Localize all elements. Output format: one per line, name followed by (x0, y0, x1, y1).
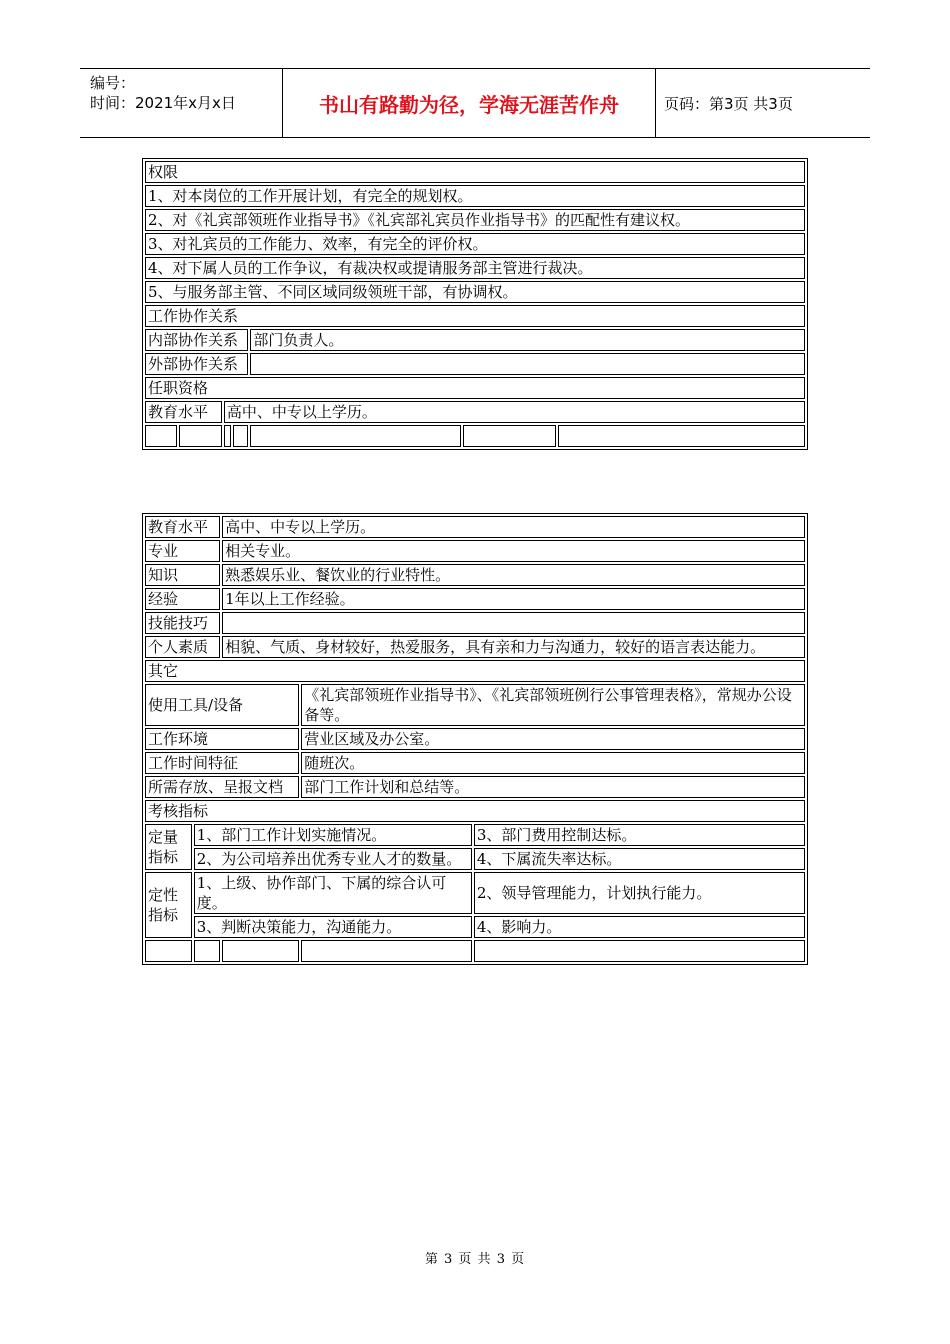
page-footer: 第 3 页 共 3 页 (424, 1252, 526, 1267)
header-motto: 书山有路勤为径，学海无涯苦作舟 (282, 69, 656, 137)
empty-row (145, 425, 805, 447)
page-header (80, 68, 870, 138)
empty-cell (222, 940, 299, 962)
knowledge-label: 知识 (145, 564, 220, 586)
knowledge-value: 熟悉娱乐业、餐饮业的行业特性。 (222, 564, 805, 586)
qualification-title: 任职资格 (145, 377, 805, 399)
major-label: 专业 (145, 540, 220, 562)
kpi-title: 考核指标 (145, 800, 805, 822)
empty-cell (224, 425, 231, 447)
empty-cell (558, 425, 805, 447)
major-value: 相关专业。 (222, 540, 805, 562)
experience-value: 1年以上工作经验。 (222, 588, 805, 610)
empty-cell (233, 425, 248, 447)
authority-item: 4、对下属人员的工作争议，有裁决权或提请服务部主管进行裁决。 (145, 257, 805, 279)
authority-title: 权限 (145, 161, 805, 183)
education-label: 教育水平 (145, 401, 222, 423)
authority-item: 2、对《礼宾部领班作业指导书》《礼宾部礼宾员作业指导书》的匹配性有建议权。 (145, 209, 805, 231)
quality-value: 相貌、气质、身材较好，热爱服务，具有亲和力与沟通力，较好的语言表达能力。 (222, 636, 805, 658)
skills-value (222, 612, 805, 634)
tools-value: 《礼宾部领班作业指导书》、《礼宾部领班例行公事管理表格》，常规办公设备等。 (301, 684, 805, 726)
empty-cell (250, 425, 460, 447)
authority-item: 1、对本岗位的工作开展计划，有完全的规划权。 (145, 185, 805, 207)
cooperation-title: 工作协作关系 (145, 305, 805, 327)
header-page-info: 页码：第3页 共3页 (664, 95, 793, 113)
external-coop-value (250, 353, 805, 375)
skills-label: 技能技巧 (145, 612, 220, 634)
quantitative-label: 定量指标 (145, 824, 192, 870)
quantitative-item: 2、为公司培养出优秀专业人才的数量。 (194, 848, 472, 870)
empty-cell (474, 940, 805, 962)
education-value: 高中、中专以上学历。 (222, 516, 805, 538)
documents-value: 部门工作计划和总结等。 (301, 776, 805, 798)
quantitative-item: 1、部门工作计划实施情况。 (194, 824, 472, 846)
tools-label: 使用工具/设备 (145, 684, 299, 726)
qualitative-item: 3、判断决策能力，沟通能力。 (194, 916, 472, 938)
empty-row (145, 940, 805, 962)
quantitative-item: 3、部门费用控制达标。 (474, 824, 805, 846)
qualitative-item: 1、上级、协作部门、下属的综合认可度。 (194, 872, 472, 914)
empty-cell (301, 940, 472, 962)
quality-label: 个人素质 (145, 636, 220, 658)
authority-item: 5、与服务部主管、不同区域同级领班干部，有协调权。 (145, 281, 805, 303)
quantitative-item: 4、下属流失率达标。 (474, 848, 805, 870)
authority-table (142, 158, 808, 450)
other-title: 其它 (145, 660, 805, 682)
work-time-value: 随班次。 (301, 752, 805, 774)
empty-cell (463, 425, 556, 447)
empty-cell (179, 425, 222, 447)
internal-coop-value: 部门负责人。 (250, 329, 805, 351)
environment-label: 工作环境 (145, 728, 299, 750)
internal-coop-label: 内部协作关系 (145, 329, 248, 351)
empty-cell (145, 425, 177, 447)
education-value: 高中、中专以上学历。 (224, 401, 805, 423)
qualitative-item: 2、领导管理能力，计划执行能力。 (474, 872, 805, 914)
qualitative-label: 定性指标 (145, 872, 192, 938)
experience-label: 经验 (145, 588, 220, 610)
education-label: 教育水平 (145, 516, 220, 538)
qualification-table (142, 513, 808, 965)
doc-number-label: 编号： (90, 74, 136, 92)
doc-time-label: 时间：2021年x月x日 (90, 94, 236, 112)
external-coop-label: 外部协作关系 (145, 353, 248, 375)
empty-cell (145, 940, 192, 962)
documents-label: 所需存放、呈报文档 (145, 776, 299, 798)
environment-value: 营业区域及办公室。 (301, 728, 805, 750)
empty-cell (194, 940, 220, 962)
header-left (90, 73, 236, 113)
work-time-label: 工作时间特征 (145, 752, 299, 774)
authority-item: 3、对礼宾员的工作能力、效率，有完全的评价权。 (145, 233, 805, 255)
qualitative-item: 4、影响力。 (474, 916, 805, 938)
